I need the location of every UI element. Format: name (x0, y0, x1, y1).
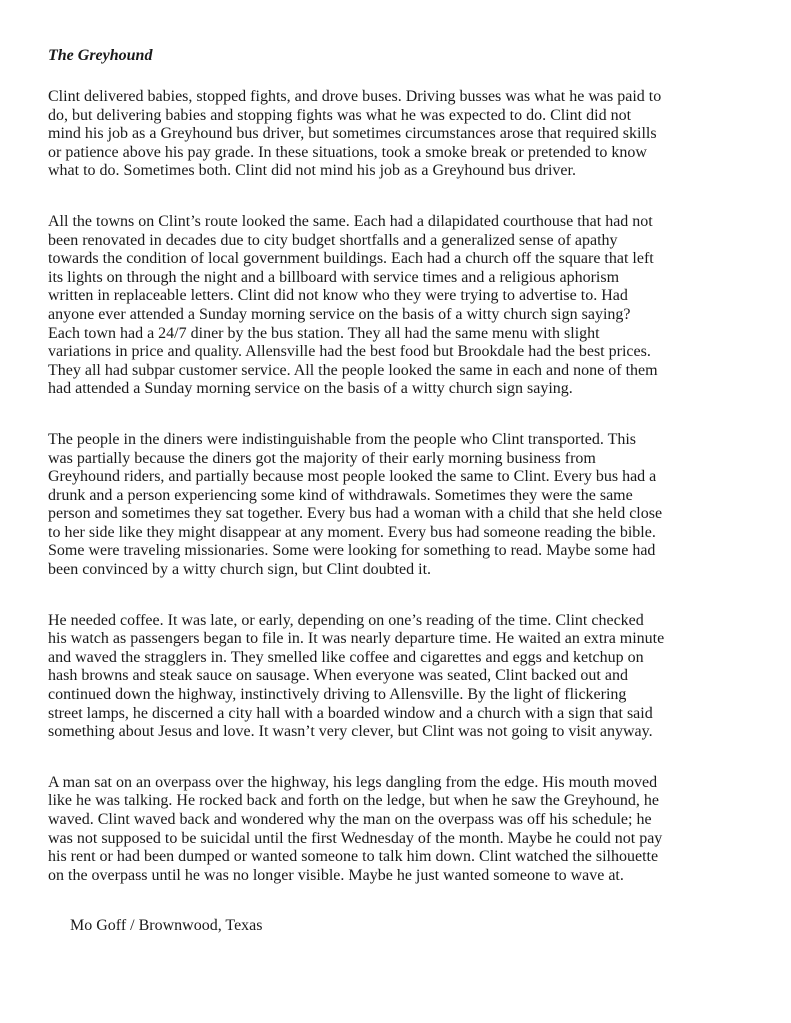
text-line: his rent or had been dumped or wanted someone to talk him down. Clint watched the silhouette (48, 848, 659, 866)
text-line: was not supposed to be suicidal until the first Wednesday of the month. Maybe he could not pay (48, 829, 663, 847)
text-line: variations in price and quality. Allensville had the best food but Brookdale had the best prices. (48, 343, 651, 361)
text-line: and waved the stragglers in. They smelled like coffee and cigarettes and eggs and ketchup on (48, 648, 644, 666)
text-line: his watch as passengers began to file in. It was nearly departure time. He waited an extra minute (48, 630, 665, 648)
document-page (48, 46, 768, 936)
text-line: been renovated in decades due to city budget shortfalls and a generalized sense of apathy (48, 231, 618, 249)
text-line: what to do. Sometimes both. Clint did not mind his job as a Greyhound bus driver. (48, 162, 576, 180)
text-line: drunk and a person experiencing some kind of withdrawals. Sometimes they were the same (48, 486, 633, 504)
text-line: hash browns and steak sauce on sausage. When everyone was seated, Clint backed out and (48, 667, 628, 685)
text-line: towards the condition of local government buildings. Each had a church off the square that left (48, 250, 654, 268)
text-line: Each town had a 24/7 diner by the bus station. They all had the same menu with slight (48, 324, 600, 342)
text-line: anyone ever attended a Sunday morning service on the basis of a witty church sign saying? (48, 305, 631, 323)
text-line: to her side like they might disappear at any moment. Every bus had someone reading the bible. (48, 523, 656, 541)
text-line: street lamps, he discerned a city hall with a boarded window and a church with a sign that said (48, 704, 653, 722)
text-line: A man sat on an overpass over the highway, his legs dangling from the edge. His mouth moved (48, 773, 658, 791)
text-line: They all had subpar customer service. All the people looked the same in each and none of them (48, 361, 658, 379)
text-line: like he was talking. He rocked back and forth on the ledge, but when he saw the Greyhound, he (48, 792, 659, 810)
text-line: Clint delivered babies, stopped fights, and drove buses. Driving busses was what he was paid to (48, 88, 662, 105)
paragraph-4 (48, 612, 768, 742)
text-line: its lights on through the night and a billboard with service times and a religious aphorism (48, 268, 620, 286)
text-line: something about Jesus and love. It wasn’t very clever, but Clint was not going to visit anyway. (48, 723, 653, 741)
paragraph-5 (48, 774, 768, 886)
paragraph-2 (48, 213, 768, 399)
text-line: Greyhound riders, and partially because most people looked the same to Clint. Every bus had a (48, 468, 657, 486)
text-line: The people in the diners were indistinguishable from the people who Clint transported. This (48, 430, 637, 448)
paragraph-1 (48, 88, 768, 181)
paragraph-3 (48, 431, 768, 580)
text-line: continued down the highway, instinctively driving to Allensville. By the light of flickering (48, 686, 627, 704)
text-line: or patience above his pay grade. In these situations, took a smoke break or pretended to know (48, 143, 647, 161)
text-line: written in replaceable letters. Clint did not know who they were trying to advertise to. Had (48, 287, 628, 305)
text-line: been convinced by a witty church sign, but Clint doubted it. (48, 561, 432, 579)
story-title: The Greyhound (48, 47, 153, 64)
text-line: Some were traveling missionaries. Some were looking for something to read. Maybe some had (48, 542, 656, 560)
text-line: person and sometimes they sat together. Every bus had a woman with a child that she held close (48, 505, 663, 523)
text-line: do, but delivering babies and stopping fights was what he was expected to do. Clint did not (48, 106, 632, 124)
text-line: All the towns on Clint’s route looked the same. Each had a dilapidated courthouse that had not (48, 212, 653, 230)
text-line: mind his job as a Greyhound bus driver, but sometimes circumstances arose that required skills (48, 125, 657, 143)
text-line: was partially because the diners got the majority of their early morning business from (48, 449, 596, 467)
author-signature: Mo Goff / Brownwood, Texas (70, 917, 263, 935)
text-line: He needed coffee. It was late, or early, depending on one’s reading of the time. Clint checked (48, 611, 644, 629)
text-line: had attended a Sunday morning service on the basis of a witty church sign saying. (48, 380, 573, 398)
text-line: on the overpass until he was no longer visible. Maybe he just wanted someone to wave at. (48, 866, 624, 884)
text-line: waved. Clint waved back and wondered why the man on the overpass was off his schedule; he (48, 811, 652, 828)
